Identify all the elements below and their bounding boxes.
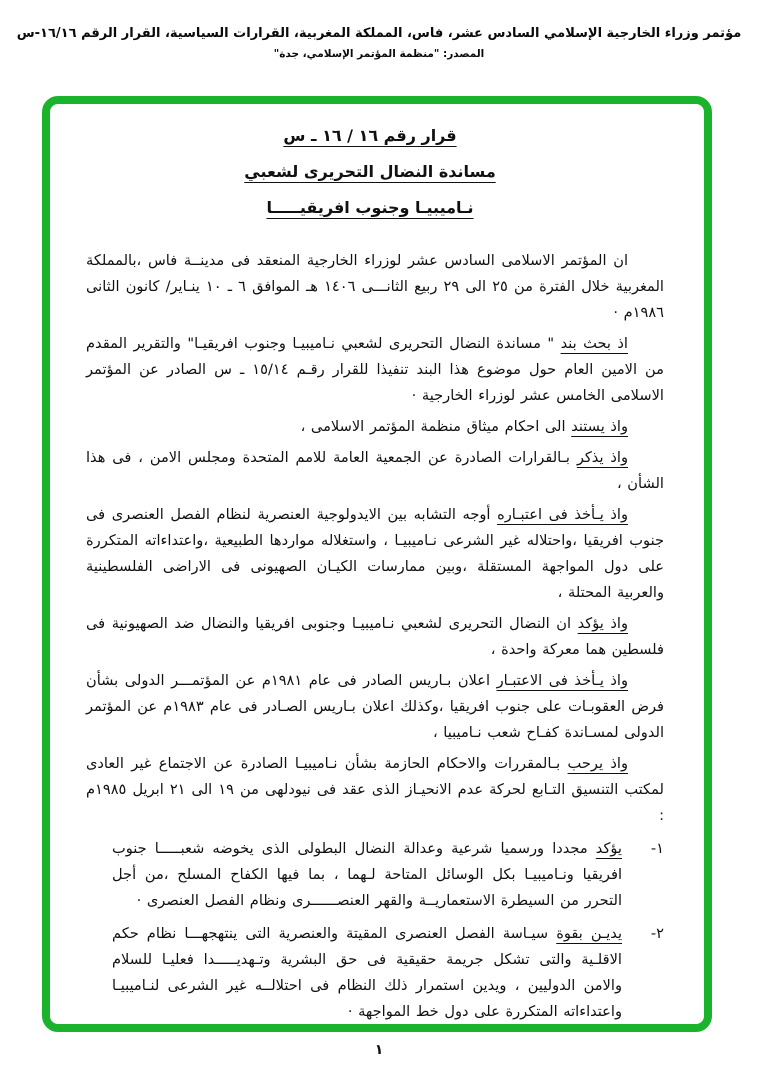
decision-subject-1: مساندة النضال التحريرى لشعبي [244,162,496,181]
paragraph-considering-item [86,331,664,409]
page-header [0,0,758,60]
paragraph-lead: اذ بحث بند [560,335,628,352]
document-green-border-box [42,96,712,1032]
paragraph-welcoming [86,751,664,829]
paragraph-lead: واذ يـأخذ فى الاعتبـار [496,672,629,689]
decision-subject-2: نـاميبيـا وجنوب افريقيـــــا [266,198,474,217]
list-item-1 [86,836,664,914]
header-source: المصدر: "منظمة المؤتمر الإسلامي، جدة" [273,48,485,60]
paragraph-text: ان المؤتمر الاسلامى السادس عشر لوزراء الخارجية المنعقد فى مدينــة فاس ،بالمملكة المغربية خلال الفترة من ٢٥ الى ٢٩ ربيع الثانـــى ١٤٠٦ هـ الموافق ٦ ـ ١٠ ينـاير/ كانون الثانى ١٩٨٦م · [86,252,664,321]
paragraph-text: بـالقرارات الصادرة عن الجمعية العامة للامم المتحدة ومجلس الامن ، فى هذا الشأن ، [86,449,664,492]
paragraph-recalling-resolutions [86,445,664,497]
page-number: ١ [374,1042,384,1058]
item-lead: يؤكد [595,840,622,857]
decision-number: قرار رقم ١٦ / ١٦ ـ س [283,126,457,145]
paragraph-taking-into-account [86,502,664,606]
paragraph-text: الى احكام ميثاق منظمة المؤتمر الاسلامى ، [300,418,572,435]
item-text [86,836,622,914]
header-title: مؤتمر وزراء الخارجية الإسلامي السادس عشر، فاس، المملكة المغربية، القرارات السياسية، القرار الرقم ١٦/١٦-س [16,26,742,41]
decision-title-line [86,190,654,226]
paragraph-affirming [86,611,664,663]
item-number: ١- [650,840,664,857]
paragraph-text: اعلان بـاريس الصادر فى عام ١٩٨١م عن المؤتمـــر الدولى بشأن فرض العقوبـات على جنوب افريقيا ،وكذلك اعلان بـاريس الصـادر فى عام ١٩٨٣م عن المؤتمر الدولى لمسـاندة كفـاح شعب نـاميبيا ، [86,672,664,741]
decision-title-line [86,118,654,154]
paragraph-lead: واذ يرحب [567,755,628,772]
paragraph-text: " مساندة النضال التحريرى لشعبي نـاميبيـا وجنوب افريقيـا" والتقرير المقدم من الامين العام حول موضوع هذا البند تنفيذا للقرار رقـم ١٥/١٤ ـ س الصادر عن المؤتمر الاسلامى الخامس عشر لوزراء الخارجية · [86,335,664,404]
paragraph-lead: واذ يؤكد [577,615,629,632]
paragraph-paris-declaration [86,668,664,746]
paragraph-preamble [86,248,664,326]
list-item-2 [86,921,664,1025]
item-rest: مجددا ورسميا شرعية وعدالة النضال البطولى الذى يخوضه شعبـــــا جنوب افريقيا ونـاميبيـا بكل الوسائل المتاحة لـهما ، بما فيها الكفاح المسلح ،من أجل التحرر من السيطرة الاستعماريــة والقهر العنصــــــرى ونظام الفصل العنصرى · [112,840,622,909]
paragraph-lead: واذ يذكر [576,449,628,466]
paragraph-lead: واذ يـأخذ فى اعتبـاره [497,506,629,523]
item-text [86,921,622,1025]
paragraph-text: أوجه التشابه بين الايدولوجية العنصرية لنظام الفصل العنصرى فى جنوب افريقيا ،واحتلاله غير الشرعى نـاميبيـا ، واستغلاله مواردها الطبيعية ،واعتداءاته المتكررة على دول المواجهة المستقلة ،وبين ممارسات الكيـان الصهيونى فى الاراضى الفلسطينية والعربية المحتلة ، [86,506,664,601]
paragraph-lead: واذ يستند [571,418,628,435]
decision-title-line [86,154,654,190]
item-number: ٢- [650,925,664,942]
paragraph-text: ان النضال التحريرى لشعبي نـاميبيـا وجنوبى افريقيا والنضال ضد الصهيونية فى فلسطين هما معركة واحدة ، [86,615,664,658]
paragraph-text: بـالمقررات والاحكام الحازمة بشأن نـاميبيـا الصادرة عن الاجتماع غير العادى لمكتب التنسيق التـابع لحركة عدم الانحيـاز الذى عقد فى نيودلهى من ١٩ الى ٢١ ابريل ١٩٨٥م : [86,755,664,824]
item-lead: يديـن بقوة [556,925,623,942]
paragraph-based-on-charter [86,414,664,440]
decision-title [86,118,654,226]
item-rest: سيـاسة الفصل العنصرى المقيتة والعنصرية التى ينتهجهـــا نظام حكم الاقلـية والتى تشكل جريمة حقيقية فى حق البشرية وتـهديـــــدا فعليـا للسلام والامن الدوليين ، ويدين استمرار ذلك النظام فى احتلالــه غير الشرعى لنـاميبيـا واعتداءاته المتكررة على دول خط المواجهة · [112,925,622,1020]
